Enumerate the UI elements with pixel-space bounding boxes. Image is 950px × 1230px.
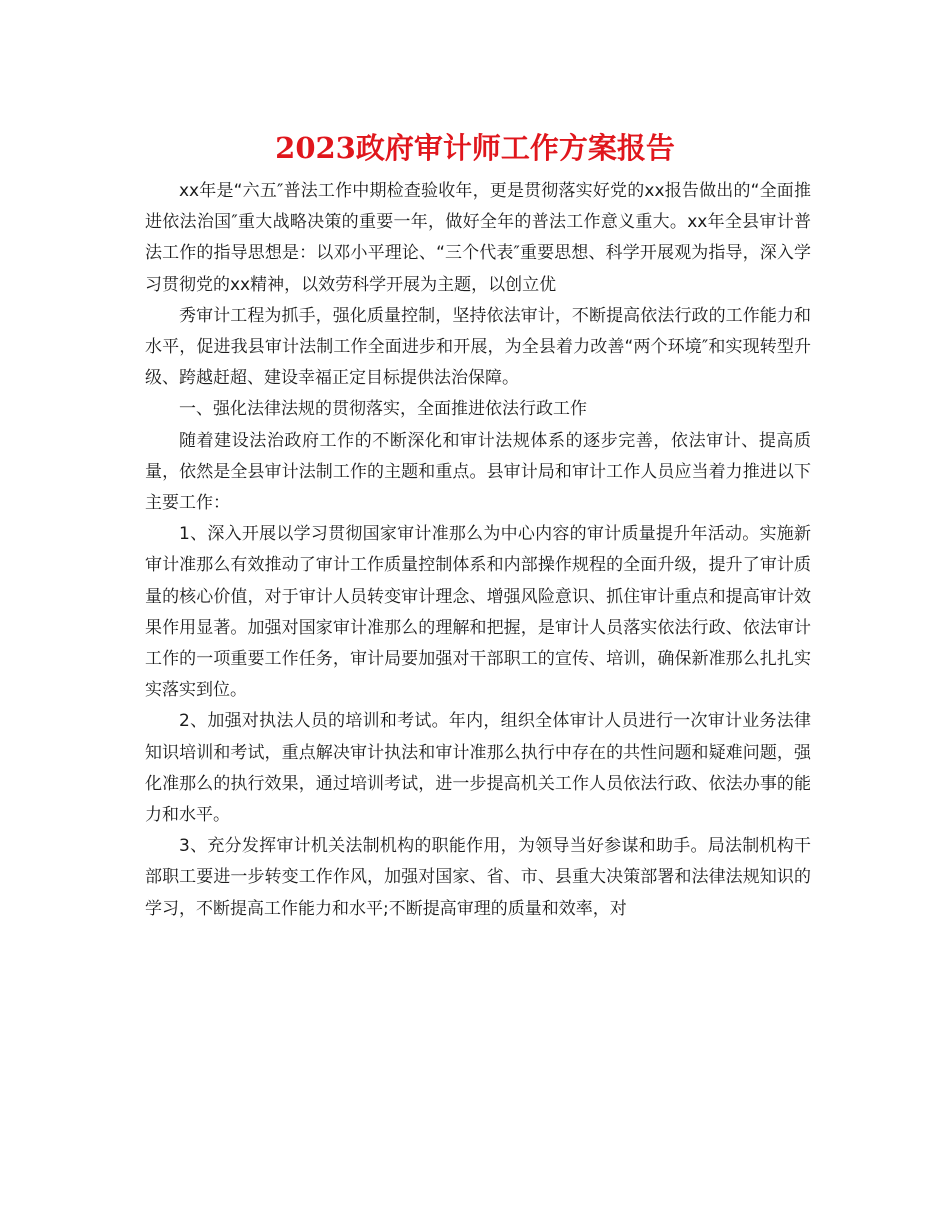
paragraph-2: 秀审计工程为抓手，强化质量控制，坚持依法审计，不断提高依法行政的工作能力和水平，促进我县审计法制工作全面进步和开展，为全县着力改善“两个环境″和实现转型升级、跨越赶超、建设幸福正定目标提供法治保障。 <box>145 305 811 389</box>
list-item-2: 2、加强对执法人员的培训和考试。年内，组织全体审计人员进行一次审计业务法律知识培训和考试，重点解决审计执法和审计准那么执行中存在的共性问题和疑难问题，强化准那么的执行效果，通过培训考试，进一步提高机关工作人员依法行政、依法办事的能力和水平。 <box>145 711 811 826</box>
paragraph-1: xx年是“六五″普法工作中期检查验收年，更是贯彻落实好党的xx报告做出的“全面推进依法治国″重大战略决策的重要一年，做好全年的普法工作意义重大。xx年全县审计普法工作的指导思想是：以邓小平理论、“三个代表″重要思想、科学开展观为指导，深入学习贯彻党的xx精神，以效劳科学开展为主题，以创立优 <box>145 181 811 295</box>
list-item-1: 1、深入开展以学习贯彻国家审计准那么为中心内容的审计质量提升年活动。实施新审计准那么有效推动了审计工作质量控制体系和内部操作规程的全面升级，提升了审计质量的核心价值，对于审计人员转变审计理念、增强风险意识、抓住审计重点和提高审计效果作用显著。加强对国家审计准那么的理解和把握，是审计人员落实依法行政、依法审计工作的一项重要工作任务，审计局要加强对干部职工的宣传、培训，确保新准那么扎扎实实落实到位。 <box>145 524 811 701</box>
section-heading-1: 一、强化法律法规的贯彻落实，全面推进依法行政工作 <box>179 399 587 420</box>
document-body <box>145 176 811 925</box>
document-title: 2023政府审计师工作方案报告 <box>275 131 675 165</box>
paragraph-3: 随着建设法治政府工作的不断深化和审计法规体系的逐步完善，依法审计、提高质量，依然是全县审计法制工作的主题和重点。县审计局和审计工作人员应当着力推进以下主要工作： <box>145 430 811 514</box>
list-item-3: 3、充分发挥审计机关法制机构的职能作用，为领导当好参谋和助手。局法制机构干部职工要进一步转变工作作风，加强对国家、省、市、县重大决策部署和法律法规知识的学习，不断提高工作能力和水平;不断提高审理的质量和效率，对 <box>145 836 811 919</box>
